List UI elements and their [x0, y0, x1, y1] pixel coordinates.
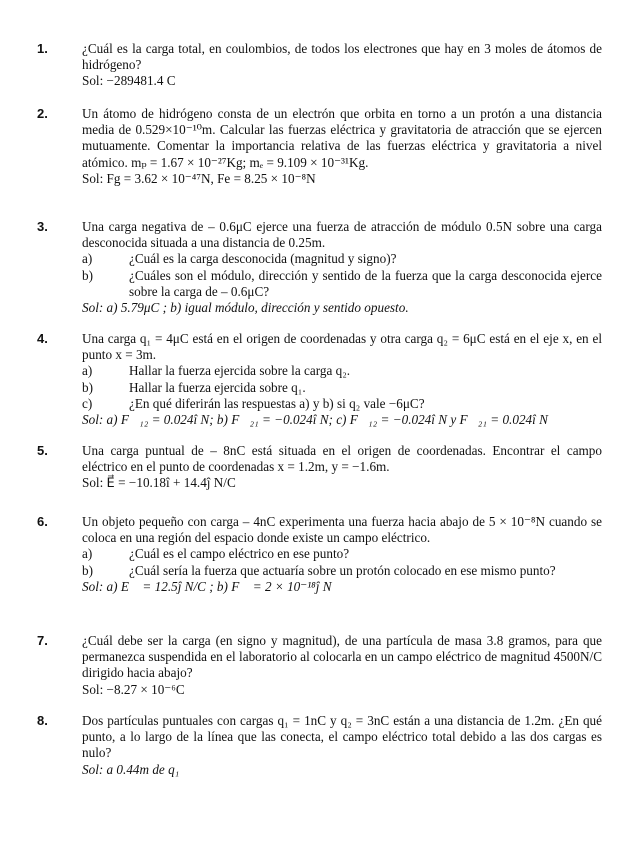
problem-text: Un objeto pequeño con carga – 4nC experimenta una fuerza hacia abajo de 5 × 10⁻⁸N cuando se coloca en una región del espacio donde existe un campo eléctrico. [82, 514, 602, 546]
problem-number: 4. [37, 331, 48, 346]
problem-text: Una carga q₁ = 4μC está en el origen de coordenadas y otra carga q₂ = 6μC está en el eje x, en el punto x = 3m. [82, 331, 602, 363]
subquestion-c: c) ¿En qué diferirán las respuestas a) y b) si q₂ vale −6μC? [82, 395, 425, 411]
solution: Sol: Fg = 3.62 × 10⁻⁴⁷N, Fe = 8.25 × 10⁻⁸N [82, 170, 316, 186]
subquestion-a: a) ¿Cuál es el campo eléctrico en ese punto? [82, 546, 350, 562]
problem-number: 7. [37, 633, 48, 648]
solution: Sol: a) E⃗ = 12.5ĵ N/C ; b) F⃗ = 2 × 10⁻¹⁸ĵ N [82, 578, 332, 594]
problem-text: ¿Cuál debe ser la carga (en signo y magnitud), de una partícula de masa 3.8 gramos, para que permanezca suspendida en el laboratorio al colocarla en un campo eléctrico de magnitud 4500N/C dirigido hacia abajo? [82, 633, 602, 681]
problem-number: 8. [37, 713, 48, 728]
problem-number: 3. [37, 219, 48, 234]
problem-text: Una carga negativa de – 0.6μC ejerce una fuerza de atracción de módulo 0.5N sobre una carga desconocida situada a una distancia de 0.25m. [82, 219, 602, 251]
problem-text: ¿Cuál es la carga total, en coulombios, de todos los electrones que hay en 3 moles de átomos de hidrógeno? [82, 41, 602, 73]
subquestion-b: b) ¿Cuál sería la fuerza que actuaría sobre un protón colocado en ese mismo punto? [82, 562, 556, 578]
solution: Sol: −289481.4 C [82, 73, 176, 89]
problem-number: 2. [37, 106, 48, 121]
subquestion-a: a) ¿Cuál es la carga desconocida (magnitud y signo)? [82, 251, 397, 267]
solution: Sol: a) 5.79μC ; b) igual módulo, dirección y sentido opuesto. [82, 300, 409, 316]
solution: Sol: E⃗ = −10.18î + 14.4ĵ N/C [82, 475, 236, 491]
solution: Sol: a) F⃗₁₂ = 0.024î N; b) F⃗₂₁ = −0.024î N; c) F⃗₁₂ = −0.024î N y F⃗₂₁ = 0.024î N [82, 412, 548, 428]
problem-text: Una carga puntual de – 8nC está situada en el origen de coordenadas. Encontrar el campo eléctrico en el punto de coordenadas x = 1.2m, y = −1.6m. [82, 443, 602, 475]
subquestion-a: a) Hallar la fuerza ejercida sobre la carga q₂. [82, 363, 351, 379]
solution: Sol: a 0.44m de q₁ [82, 761, 180, 777]
solution: Sol: −8.27 × 10⁻⁶C [82, 681, 185, 697]
problem-number: 6. [37, 514, 48, 529]
problem-number: 1. [37, 41, 48, 56]
subquestion-b: b) ¿Cuáles son el módulo, dirección y sentido de la fuerza que la carga desconocida ejerce sobre la carga de – 0.6μC? [82, 267, 602, 299]
subquestion-b: b) Hallar la fuerza ejercida sobre q₁. [82, 379, 306, 395]
problem-text: Un átomo de hidrógeno consta de un electrón que orbita en torno a un protón a una distancia media de 0.529×10⁻¹⁰m. Calcular las fuerzas eléctrica y gravitatoria de atracción que se ejercen mutuamente. Comentar la importancia relativa de las fuerzas eléctrica y gravitatoria a nivel atómico. mₚ = 1.67 × 10⁻²⁷Kg; mₑ = 9.109 × 10⁻³¹Kg. [82, 106, 602, 170]
problem-text: Dos partículas puntuales con cargas q₁ = 1nC y q₂ = 3nC están a una distancia de 1.2m. ¿En qué punto, a lo largo de la línea que las conecta, el campo eléctrico total debido a las dos cargas es nulo? [82, 713, 602, 761]
problem-number: 5. [37, 443, 48, 458]
